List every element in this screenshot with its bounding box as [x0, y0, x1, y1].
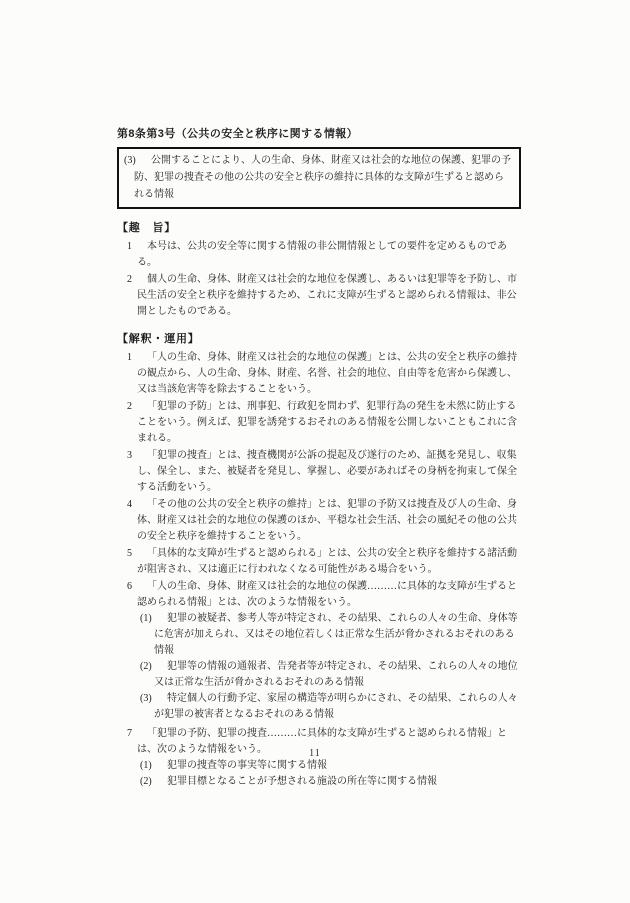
interpretation-item-6-sub-3	[140, 691, 521, 723]
subitem-text: 犯罪目標となることが予想される施設の所在等に関する情報	[167, 776, 437, 787]
interpretation-item-6	[127, 579, 521, 611]
interpretation-item-7-sub-2	[140, 774, 521, 790]
interpretation-item-1	[127, 350, 521, 398]
provision-paragraph	[124, 152, 512, 203]
provision-box	[117, 147, 521, 209]
interpretation-item-4	[127, 497, 521, 545]
article-heading: 第8条第3号（公共の安全と秩序に関する情報）	[117, 128, 359, 140]
section-heading-interpretation: 【解釈・運用】	[117, 333, 200, 345]
document-content	[117, 127, 521, 790]
item-text: 「その他の公共の安全と秩序の維持」とは、犯罪の予防又は捜査及び人の生命、身体、財産又は社会的な地位の保護のほか、平穏な社会生活、社会の風紀その他の公共の安全と秩序を維持することをいう。	[137, 499, 517, 542]
item-text: 「犯罪の予防」とは、刑事犯、行政犯を問わず、犯罪行為の発生を未然に防止することをいう。例えば、犯罪を誘発するおそれのある情報を公開しないこともこれに含まれる。	[137, 401, 517, 444]
item-number: 2	[127, 401, 132, 412]
interpretation-item-6-sub-1	[140, 611, 521, 659]
purpose-item-2	[127, 272, 521, 320]
purpose-item-1	[127, 239, 521, 271]
subitem-text: 特定個人の行動予定、家屋の構造等が明らかにされ、その結果、これらの人々が犯罪の被害者となるおそれのある情報	[154, 693, 518, 720]
section-heading-purpose: 【趣 旨】	[117, 222, 176, 234]
item-text: 「具体的な支障が生ずると認められる」とは、公共の安全と秩序を維持する諸活動が阻害され、又は適正に行われなくなる可能性がある場合をいう。	[137, 548, 517, 575]
subitem-text: 犯罪の被疑者、参考人等が特定され、その結果、これらの人々の生命、身体等に危害が加えられ、又はその地位若しくは正常な生活が脅かされるおそれのある情報	[154, 613, 518, 656]
item-text: 「人の生命、身体、財産又は社会的な地位の保護」とは、公共の安全と秩序の維持の観点から、人の生命、身体、財産、名誉、社会的地位、自由等を危害から保護し、又は当該危害等を除去することをいう。	[137, 352, 517, 395]
item-number: 1	[127, 241, 132, 252]
item-number: 7	[127, 728, 132, 739]
interpretation-item-6-sub-2	[140, 659, 521, 691]
item-number: 1	[127, 352, 132, 363]
subitem-number: (1)	[140, 613, 152, 624]
item-text: 本号は、公共の安全等に関する情報の非公開情報としての要件を定めるものである。	[137, 241, 507, 268]
subitem-number: (2)	[140, 776, 152, 787]
item-text: 「犯罪の捜査」とは、捜査機関が公訴の提起及び遂行のため、証拠を発見し、収集し、保全し、また、被疑者を発見し、掌握し、必要があればその身柄を拘束して保全する活動をいう。	[137, 450, 517, 493]
item-number: 3	[127, 450, 132, 461]
item-number: 6	[127, 581, 132, 592]
subitem-text: 犯罪の捜査等の事実等に関する情報	[167, 760, 327, 771]
interpretation-item-5	[127, 546, 521, 578]
item-number: 4	[127, 499, 132, 510]
item-number: 5	[127, 548, 132, 559]
subitem-number: (2)	[140, 661, 152, 672]
item-text: 「人の生命、身体、財産又は社会的な地位の保護………に具体的な支障が生ずると認められる情報」とは、次のような情報をいう。	[137, 581, 517, 608]
subitem-text: 犯罪等の情報の通報者、告発者等が特定され、その結果、これらの人々の地位又は正常な生活が脅かされるおそれのある情報	[154, 661, 518, 688]
interpretation-item-3	[127, 448, 521, 496]
subitem-number: (3)	[140, 693, 152, 704]
provision-text: 公開することにより、人の生命、身体、財産又は社会的な地位の保護、犯罪の予防、犯罪の捜査その他の公共の安全と秩序の維持に具体的な支障が生ずると認められる情報	[134, 155, 511, 200]
interpretation-item-2	[127, 399, 521, 447]
item-text: 個人の生命、身体、財産又は社会的な地位を保護し、あるいは犯罪等を予防し、市民生活の安全と秩序を維持するため、これに支障が生ずると認められる情報は、非公開としたものである。	[137, 274, 517, 317]
item-number: 2	[127, 274, 132, 285]
page-number: 11	[309, 748, 321, 759]
subitem-number: (1)	[140, 760, 152, 771]
provision-number: (3)	[124, 155, 136, 166]
item-text: 「犯罪の予防、犯罪の捜査………に具体的な支障が生ずると認められる情報」とは、次のような情報をいう。	[137, 728, 507, 755]
